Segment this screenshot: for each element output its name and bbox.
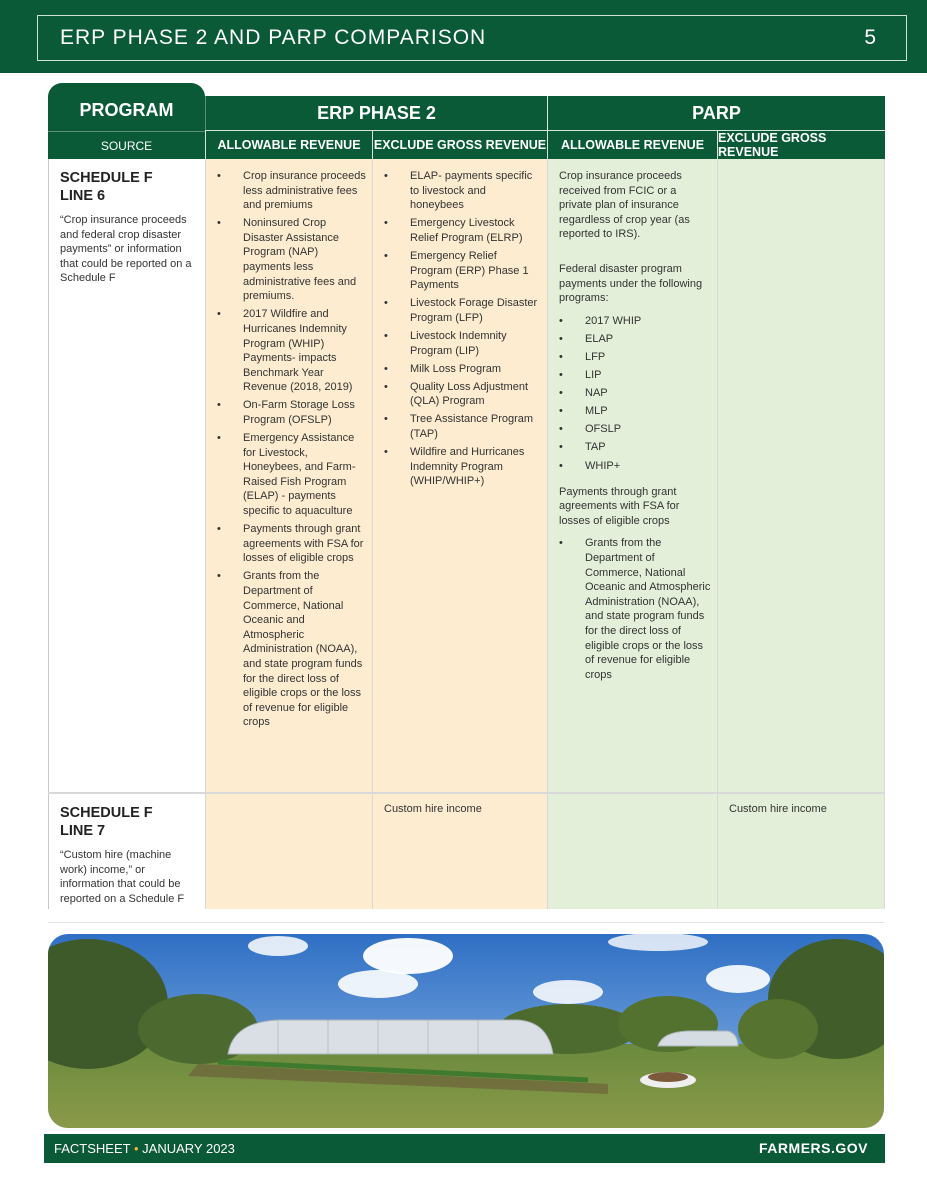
parp-allowable-header: ALLOWABLE REVENUE <box>547 130 717 159</box>
list-item: • WHIP+ <box>548 459 717 474</box>
list-item: • Payments through grant agreements with FSA for losses of eligible crops <box>206 522 372 566</box>
erp-allowable-cell <box>205 159 372 792</box>
list-item: • Emergency Assistance for Livestock, Honeybees, and Farm-Raised Fish Program (ELAP) - payments specific to aquaculture <box>206 431 372 519</box>
list-item: • LIP <box>548 368 717 383</box>
site-link[interactable]: FARMERS.GOV <box>759 1140 868 1156</box>
parp-exclude-cell <box>717 159 885 792</box>
custom-hire-text: Custom hire income <box>729 803 827 815</box>
parp-header: PARP <box>547 96 885 130</box>
erp-allowable-list <box>206 169 372 730</box>
list-item: • ELAP- payments specific to livestock and honeybees <box>373 169 547 213</box>
footer-bar <box>44 1134 885 1163</box>
custom-hire-text: Custom hire income <box>384 803 482 815</box>
list-item: • Crop insurance proceeds less administrative fees and premiums <box>206 169 372 213</box>
list-item: • MLP <box>548 404 717 419</box>
parp-exclude-header: EXCLUDE GROSS REVENUE <box>717 130 885 159</box>
source-header: SOURCE <box>48 131 205 159</box>
list-item: • Grants from the Department of Commerce, National Oceanic and Atmospheric Administration (NOAA), and state program funds for the direct loss of eligible crops or the loss of revenue for eligible crops <box>548 536 717 682</box>
row-title-line1: SCHEDULE F <box>60 170 153 186</box>
parp-grant-list <box>548 536 717 682</box>
list-item: • Noninsured Crop Disaster Assistance Program (NAP) payments less administrative fees and premiums. <box>206 216 372 304</box>
row-source-line6 <box>48 159 205 792</box>
top-banner <box>0 0 927 73</box>
erp-allowable-header: ALLOWABLE REVENUE <box>205 130 372 159</box>
parp-grant-intro: Payments through grant agreements with FSA for losses of eligible crops <box>559 485 680 527</box>
list-item: • 2017 Wildfire and Hurricanes Indemnity Program (WHIP) Payments- impacts Benchmark Year Revenue (2018, 2019) <box>206 307 372 395</box>
banner-frame <box>37 15 907 61</box>
list-item: • Tree Assistance Program (TAP) <box>373 412 547 441</box>
erp-allowable-cell-line7 <box>205 794 372 909</box>
list-item: • LFP <box>548 350 717 365</box>
footer-left <box>54 1141 235 1156</box>
list-item: • ELAP <box>548 332 717 347</box>
parp-federal-intro: Federal disaster program payments under the following programs: <box>559 262 703 305</box>
row-title-line2: LINE 7 <box>60 823 106 839</box>
erp-exclude-header: EXCLUDE GROSS REVENUE <box>372 130 547 159</box>
list-item: • TAP <box>548 440 717 455</box>
list-item: • Emergency Livestock Relief Program (ELRP) <box>373 216 547 245</box>
comparison-table <box>48 83 885 909</box>
row-description: “Custom hire (machine work) income,” or information that could be reported on a Schedule F <box>60 849 185 905</box>
list-item: • Quality Loss Adjustment (QLA) Program <box>373 380 547 409</box>
row-title-line1: SCHEDULE F <box>60 805 153 821</box>
erp-exclude-cell-line7 <box>372 794 547 909</box>
list-item: • On-Farm Storage Loss Program (OFSLP) <box>206 398 372 427</box>
divider <box>48 922 884 923</box>
list-item: • Grants from the Department of Commerce, National Oceanic and Atmospheric Administration (NOAA), and state program funds for the direct loss of eligible crops or the loss of revenue for eligible crops <box>206 569 372 730</box>
row-source-line7 <box>48 794 205 909</box>
row-description: “Crop insurance proceeds and federal crop disaster payments” or information that could be reported on a Schedule F <box>60 214 192 284</box>
page-title: ERP PHASE 2 AND PARP COMPARISON <box>60 26 487 49</box>
parp-intro-text: Crop insurance proceeds received from FCIC or a private plan of insurance regardless of crop year (as reported to IRS). <box>559 170 690 241</box>
erp-exclude-cell <box>372 159 547 792</box>
date-label: JANUARY 2023 <box>142 1141 235 1156</box>
program-header: PROGRAM <box>48 83 205 131</box>
farm-panorama-image <box>48 934 884 1128</box>
erp-exclude-list <box>373 169 547 489</box>
page-number: 5 <box>864 26 876 49</box>
row-title-line2: LINE 6 <box>60 188 106 204</box>
list-item: • 2017 WHIP <box>548 314 717 329</box>
parp-allowable-cell-line7 <box>547 794 717 909</box>
list-item: • Livestock Forage Disaster Program (LFP) <box>373 296 547 325</box>
landscape-photo-icon <box>48 934 884 1128</box>
list-item: • Milk Loss Program <box>373 362 547 377</box>
list-item: • NAP <box>548 386 717 401</box>
list-item: • OFSLP <box>548 422 717 437</box>
list-item: • Emergency Relief Program (ERP) Phase 1 Payments <box>373 249 547 293</box>
erp-phase2-header: ERP PHASE 2 <box>205 96 547 130</box>
parp-exclude-cell-line7 <box>717 794 885 909</box>
parp-program-list <box>548 314 717 473</box>
list-item: • Livestock Indemnity Program (LIP) <box>373 329 547 358</box>
factsheet-label: FACTSHEET <box>54 1141 131 1156</box>
separator-dot: • <box>133 1141 139 1156</box>
list-item: • Wildfire and Hurricanes Indemnity Program (WHIP/WHIP+) <box>373 445 547 489</box>
parp-allowable-cell <box>547 159 717 792</box>
